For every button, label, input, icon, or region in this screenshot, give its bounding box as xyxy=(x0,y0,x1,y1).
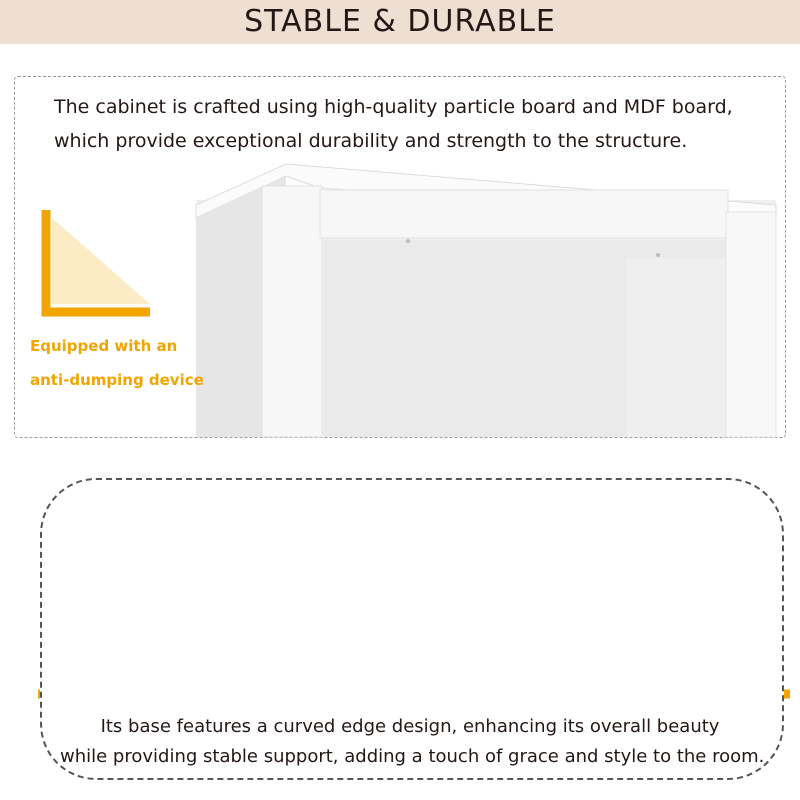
callout-line1: Equipped with an xyxy=(30,337,178,355)
page-title: STABLE & DURABLE xyxy=(244,4,556,39)
bottom-description xyxy=(60,712,765,772)
bottom-description-line1: Its base features a curved edge design, enhancing its overall beauty xyxy=(100,716,720,737)
top-description-line1: The cabinet is crafted using high-quality particle board and MDF board, xyxy=(54,96,733,118)
top-description xyxy=(54,90,774,158)
callout-line2: anti-dumping device xyxy=(30,371,204,389)
cabinet-top-photo xyxy=(196,164,776,437)
anti-dumping-icon xyxy=(46,210,150,312)
top-description-line2: which provide exceptional durability and strength to the structure. xyxy=(54,130,688,152)
bottom-description-line2: while providing stable support, adding a touch of grace and style to the room. xyxy=(60,746,765,767)
